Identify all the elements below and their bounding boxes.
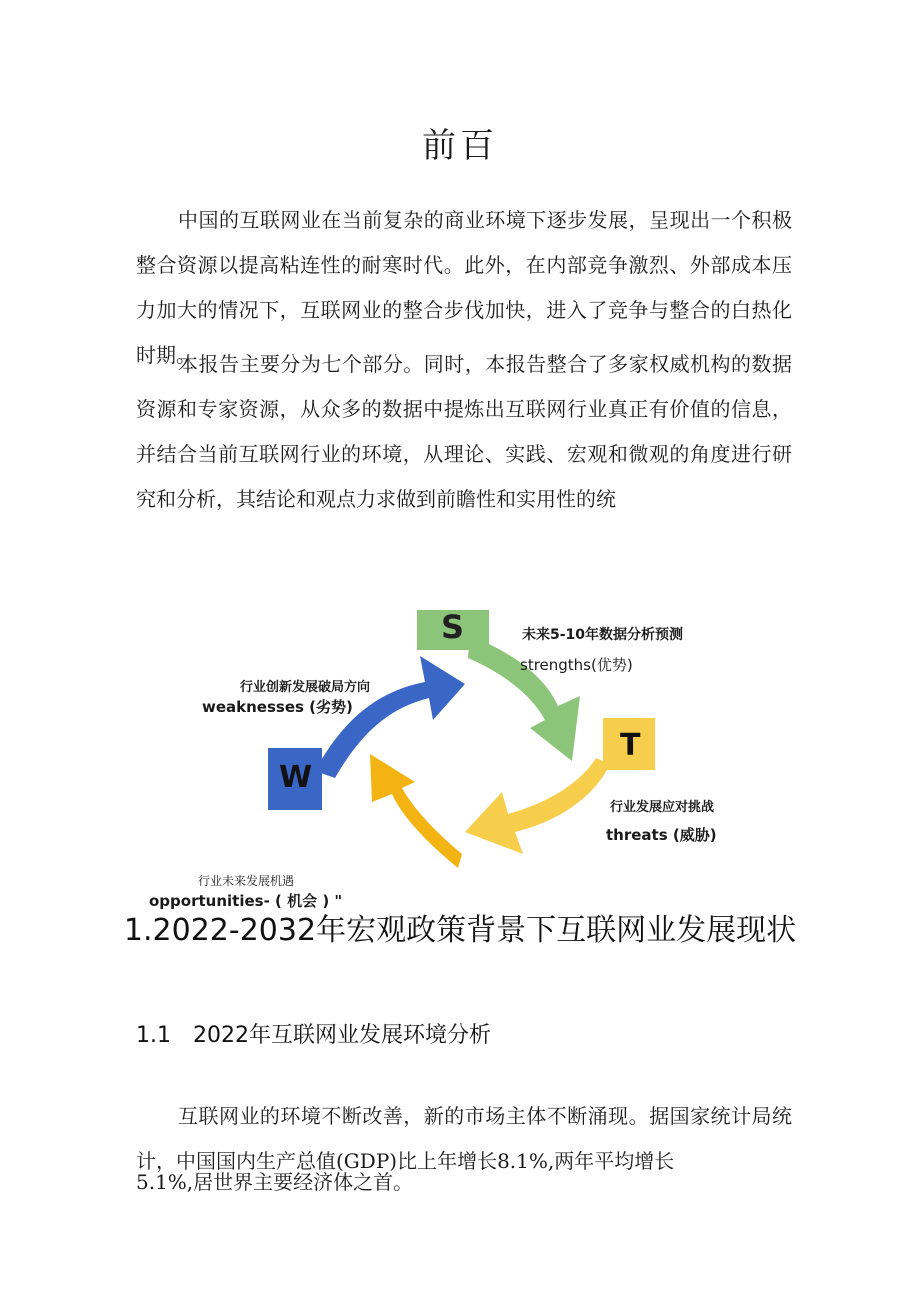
section-heading-1: 1.2022-2032年宏观政策背景下互联网业发展现状 bbox=[123, 913, 797, 948]
opportunity-arrow bbox=[370, 754, 462, 868]
intro-paragraph-1: 中国的互联网业在当前复杂的商业环境下逐步发展，呈现出一个积极整合资源以提高粘连性的耐寒时代。此外，在内部竞争激烈、外部成本压力加大的情况下，互联网业的整合步伐加快，进入了竞争与整合的白热化时期。 bbox=[136, 208, 792, 367]
t-letter: T bbox=[620, 728, 641, 763]
section-heading-1-1 bbox=[136, 1018, 491, 1049]
opportunities-label: opportunities- ( 机会 ) " bbox=[149, 892, 343, 910]
section-number: 1.1 bbox=[136, 1023, 171, 1048]
s-letter: S bbox=[441, 608, 465, 646]
body-paragraph-tail: 5.1%,居世界主要经济体之首。 bbox=[136, 1170, 414, 1194]
swot-diagram bbox=[140, 596, 740, 910]
intro-paragraph-2: 本报告主要分为七个部分。同时，本报告整合了多家权威机构的数据资源和专家资源，从众多的数据中提炼出互联网行业真正有价值的信息，并结合当前互联网行业的环境，从理论、实践、宏观和微观的角度进行研究和分析，其结论和观点力求做到前瞻性和实用性的统 bbox=[136, 352, 792, 511]
threats-caption: 行业发展应对挑战 bbox=[610, 800, 715, 815]
body-paragraph: 互联网业的环境不断改善，新的市场主体不断涌现。据国家统计局统计，中国国内生产总值(GDP)比上年增长8.1%,两年平均增长 bbox=[136, 1104, 792, 1173]
weakness-arrow bbox=[315, 656, 465, 778]
weaknesses-label: weaknesses (劣势) bbox=[202, 698, 353, 716]
strengths-label: strengths(优势) bbox=[520, 656, 633, 674]
w-letter: W bbox=[279, 760, 313, 795]
weaknesses-caption: 行业创新发展破局方向 bbox=[240, 680, 371, 695]
opportunities-caption: 行业未来发展机遇 bbox=[198, 874, 295, 888]
threats-label: threats (威胁) bbox=[606, 826, 717, 844]
threat-arrow bbox=[465, 758, 610, 854]
section-title: 2022年互联网业发展环境分析 bbox=[193, 1023, 491, 1048]
page-title: 前百 bbox=[422, 126, 498, 166]
strengths-caption: 未来5-10年数据分析预测 bbox=[522, 627, 684, 643]
